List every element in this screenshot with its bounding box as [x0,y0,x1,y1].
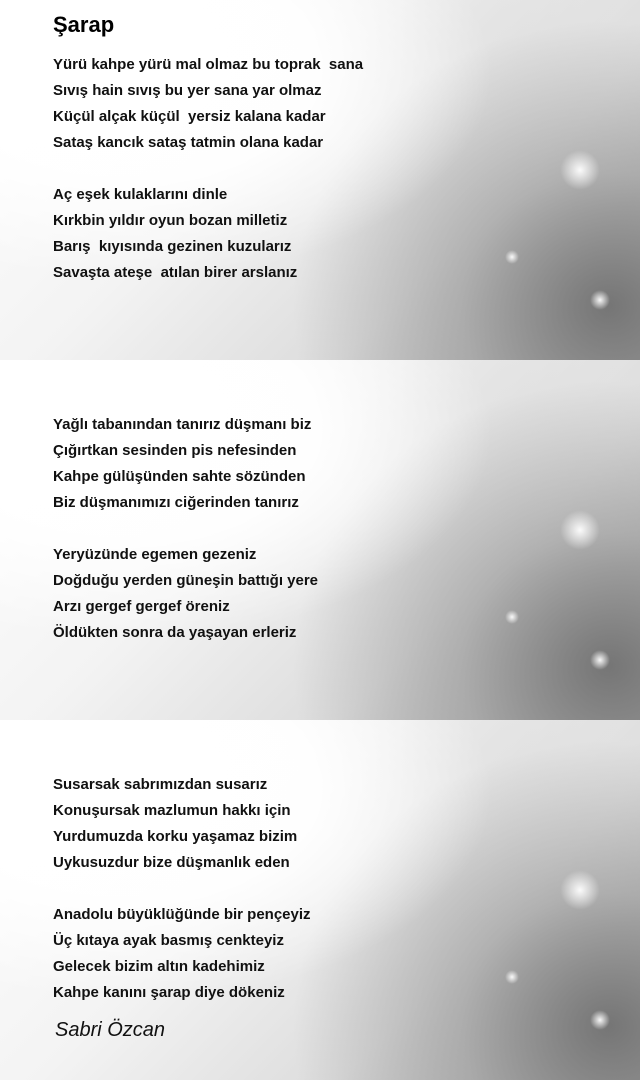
poem-line: Konuşursak mazlumun hakkı için [53,802,291,819]
poem-line: Kırkbin yıldır oyun bozan milletiz [53,212,288,229]
stanza-4 [53,542,318,646]
poem-line: Çığırtkan sesinden pis nefesinden [53,442,297,459]
poem-line: Doğduğu yerden güneşin battığı yere [53,572,319,589]
poem-line: Küçül alçak küçül yersiz kalana kadar [53,108,326,125]
poem-line: Sataş kancık sataş tatmin olana kadar [53,134,324,151]
stanza-1 [53,52,363,156]
poem-panel-1 [0,0,640,360]
poem-line: Susarsak sabrımızdan susarız [53,776,268,793]
poem-panel-2 [0,360,640,720]
poem-line: Gelecek bizim altın kadehimiz [53,958,265,975]
poem-line: Kahpe gülüşünden sahte sözünden [53,468,306,485]
stanza-6 [53,902,311,1006]
poem-line: Uykusuzdur bize düşmanlık eden [53,854,290,871]
poem-line: Biz düşmanımızı ciğerinden tanırız [53,494,299,511]
poem-line: Savaşta ateşe atılan birer arslanız [53,264,298,281]
poem-line: Barış kıyısında gezinen kuzularız [53,238,292,255]
poem-author: Sabri Özcan [55,1019,166,1041]
poem-line: Yağlı tabanından tanırız düşmanı biz [53,416,312,433]
poem-line: Yürü kahpe yürü mal olmaz bu toprak sana [53,56,364,73]
poem-line: Aç eşek kulaklarını dinle [53,186,228,203]
poem-line: Sıvış hain sıvış bu yer sana yar olmaz [53,82,322,99]
poem-panel-3 [0,720,640,1080]
poem-line: Üç kıtaya ayak basmış cenkteyiz [53,932,284,949]
poem-title: Şarap [53,12,115,37]
stanza-3 [53,412,311,516]
poem-line: Kahpe kanını şarap diye dökeniz [53,984,285,1001]
stanza-5 [53,772,297,876]
poem-line: Anadolu büyüklüğünde bir pençeyiz [53,906,311,923]
poem-line: Arzı gergef gergef öreniz [53,598,230,615]
stanza-2 [53,182,297,286]
poem-line: Yeryüzünde egemen gezeniz [53,546,257,563]
poem-line: Öldükten sonra da yaşayan erleriz [53,624,297,641]
poem-line: Yurdumuzda korku yaşamaz bizim [53,828,298,845]
